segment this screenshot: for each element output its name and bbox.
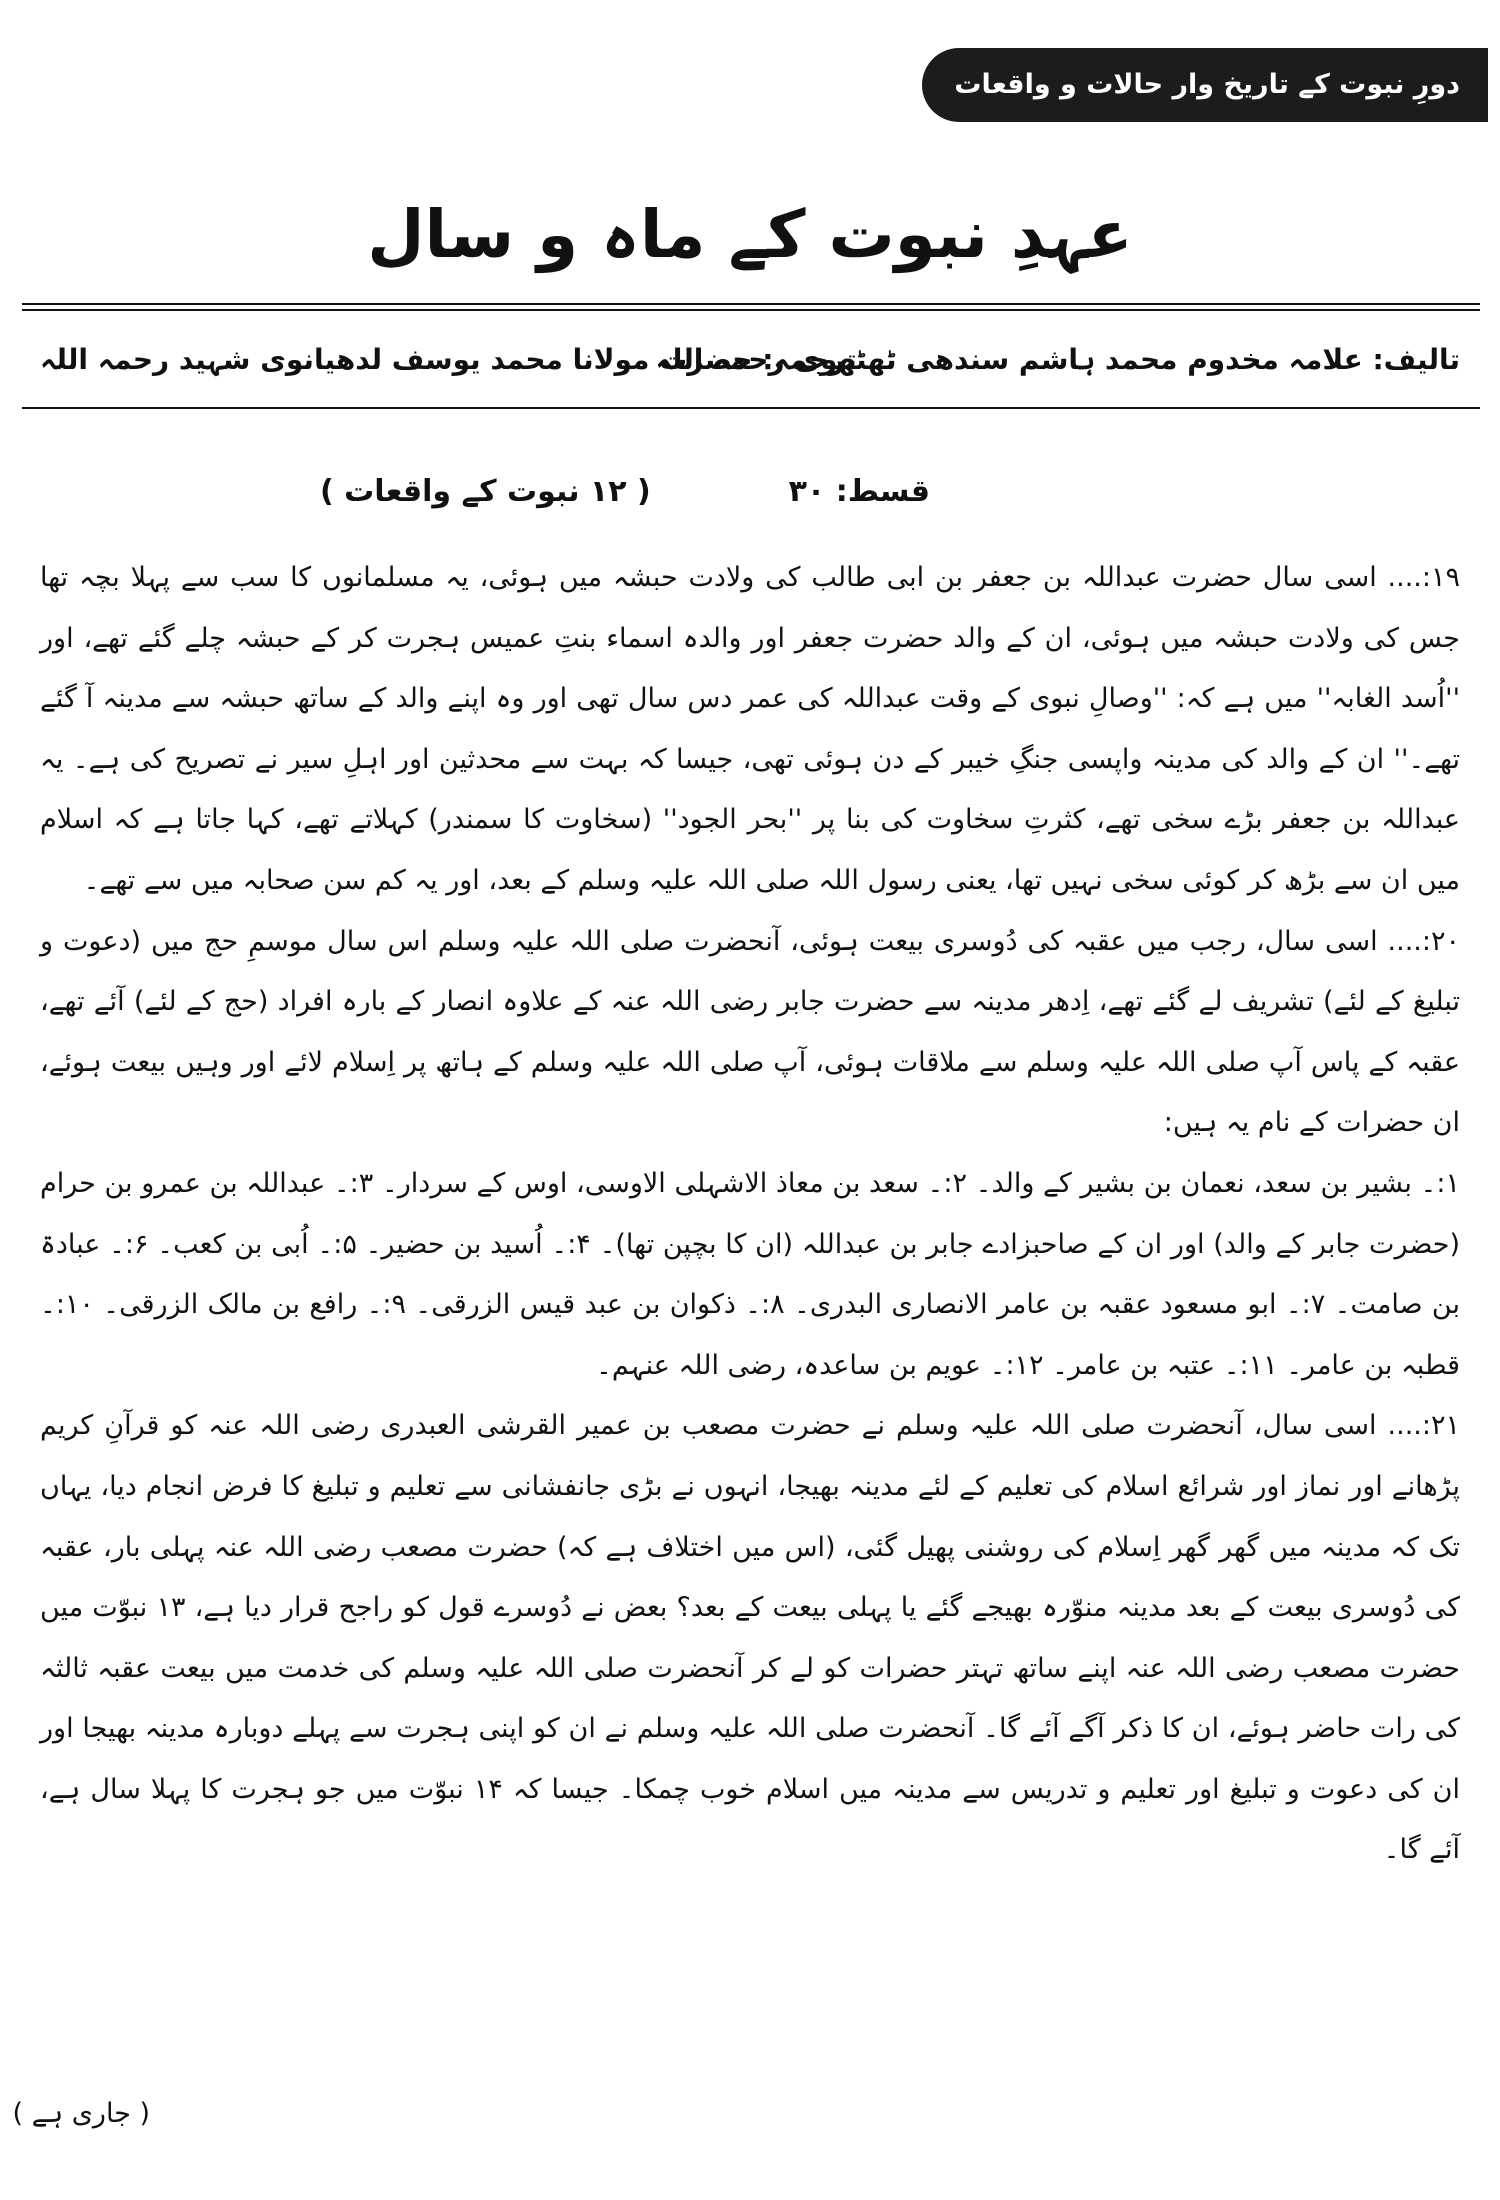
paragraph: ۲۰:.... اسی سال، رجب میں عقبہ کی دُوسری بیعت ہوئی، آنحضرت صلی اللہ علیہ وسلم اس سال موسمِ حج میں (دعوت و تبلیغ کے لئے) تشریف لے گئے تھے، اِدھر مدینہ سے حضرت جابر رضی اللہ عنہ کے علاوہ انصار کے بارہ افراد (حج کے لئے) آئے تھے، عقبہ کے پاس آپ صلی اللہ علیہ وسلم سے ملاقات ہوئی، آپ صلی اللہ علیہ وسلم کے ہاتھ پر اِسلام لائے اور وہیں بیعت ہوئے، ان حضرات کے نام یہ ہیں:: [40, 925, 1460, 1139]
paragraph: ۱۹:.... اسی سال حضرت عبداللہ بن جعفر بن ابی طالب کی ولادت حبشہ میں ہوئی، یہ مسلمانوں کا سب سے پہلا بچہ تھا جس کی ولادت حبشہ میں ہوئی، ان کے والد حضرت جعفر اور والدہ اسماء بنتِ عمیس ہجرت کر کے حبشہ چلے گئے تھے، اور ''اُسد الغابہ'' میں ہے کہ: ''وصالِ نبوی کے وقت عبداللہ کی عمر دس سال تھی اور وہ اپنے والد کے ساتھ حبشہ سے مدینہ آ گئے تھے۔'' ان کے والد کی مدینہ واپسی جنگِ خیبر کے دن ہوئی تھی، جیسا کہ بہت سے محدثین اور اہلِ سیر نے تصریح کی ہے۔ یہ عبداللہ بن جعفر بڑے سخی تھے، کثرتِ سخاوت کی بنا پر ''بحر الجود'' (سخاوت کا سمندر) کہلاتے تھے، کہا جاتا ہے کہ اسلام میں ان سے بڑھ کر کوئی سخی نہیں تھا، یعنی رسول اللہ صلی اللہ علیہ وسلم کے بعد، اور یہ کم سن صحابہ میں سے تھے۔: [40, 562, 1460, 896]
episode-subtitle: ( ۱۲ نبوت کے واقعات ): [320, 474, 651, 509]
section-tab: دورِ نبوت کے تاریخ وار حالات و واقعات: [922, 48, 1488, 122]
paragraph: ۲۱:.... اسی سال، آنحضرت صلی اللہ علیہ وسلم نے حضرت مصعب بن عمیر القرشی العبدری رضی اللہ عنہ کو قرآنِ کریم پڑھانے اور نماز اور شرائع اسلام کی تعلیم کے لئے مدینہ بھیجا، انہوں نے بڑی جانفشانی سے تعلیم و تبلیغ کا فرض انجام دیا، یہاں تک کہ مدینہ میں گھر گھر اِسلام کی روشنی پھیل گئی، (اس میں اختلاف ہے کہ) حضرت مصعب رضی اللہ عنہ پہلی بار، عقبہ کی دُوسری بیعت کے بعد مدینہ منوّرہ بھیجے گئے یا پہلی بیعت کے بعد؟ بعض نے دُوسرے قول کو راجح قرار دیا ہے، ۱۳ نبوّت میں حضرت مصعب رضی اللہ عنہ اپنے ساتھ تہتر حضرات کو لے کر آنحضرت صلی اللہ علیہ وسلم کی خدمت میں بیعت عقبہ ثالثہ کی رات حاضر ہوئے، ان کا ذکر آگے آئے گا۔ آنحضرت صلی اللہ علیہ وسلم نے ان کو اپنی ہجرت سے پہلے دوبارہ مدینہ بھیجا اور ان کی دعوت و تبلیغ اور تعلیم و تدریس سے مدینہ میں اسلام خوب چمکا۔ جیسا کہ ۱۴ نبوّت میں جو ہجرت کا پہلا سال ہے، آئے گا۔: [40, 1410, 1461, 1866]
article-body: [40, 548, 1460, 1881]
episode-label: قسط: ۳۰: [788, 474, 930, 509]
paragraph: ۱:۔ بشیر بن سعد، نعمان بن بشیر کے والد۔ ۲:۔ سعد بن معاذ الاشہلی الاوسی، اوس کے سردار۔ ۳:۔ عبداللہ بن عمرو بن حرام (حضرت جابر کے والد) اور ان کے صاحبزادے جابر بن عبداللہ (ان کا بچپن تھا)۔ ۴:۔ اُسید بن حضیر۔ ۵:۔ اُبی بن کعب۔ ۶:۔ عبادۃ بن صامت۔ ۷:۔ ابو مسعود عقبہ بن عامر الانصاری البدری۔ ۸:۔ ذکوان بن عبد قیس الزرقی۔ ۹:۔ رافع بن مالک الزرقی۔ ۱۰:۔ قطبہ بن عامر۔ ۱۱:۔ عتبہ بن عامر۔ ۱۲:۔ عویم بن ساعدہ، رضی اللہ عنہم۔: [40, 1167, 1461, 1381]
title-rule-top: [22, 303, 1480, 305]
translator-credit: ترجمہ: حضرت مولانا محمد یوسف لدھیانوی شہید رحمہ اللہ: [40, 343, 857, 376]
credits-rule: [22, 407, 1480, 409]
title-rule-bottom: [22, 309, 1480, 311]
credits-row: [40, 330, 1460, 390]
author-credit: تالیف: علامہ مخدوم محمد ہاشم سندھی ٹھٹھوی رحمہ اللہ: [655, 343, 1460, 376]
page-title: عہدِ نبوت کے ماہ و سال: [367, 196, 1133, 273]
continued-note: ( جاری ہے ): [12, 2098, 150, 2129]
